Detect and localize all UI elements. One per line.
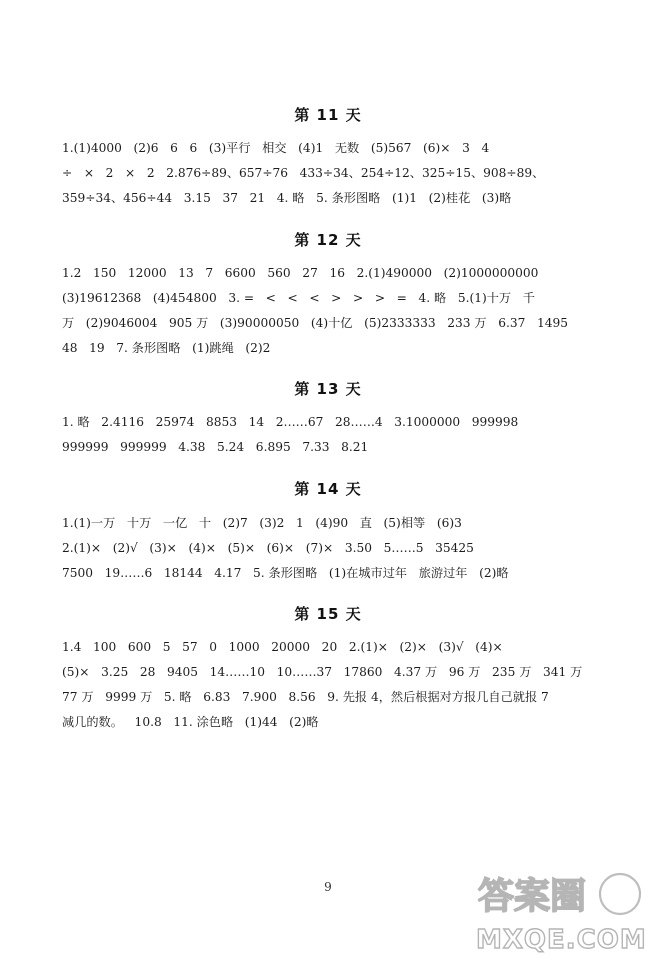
watermark-bottom-text: MXQE.COM (476, 925, 647, 955)
answer-line: 1.4 100 600 5 57 0 1000 20000 20 2.(1)× (2)× (3)√ (4)× (62, 640, 503, 654)
answer-line: ÷ × 2 × 2 2.876÷89、657÷76 433÷34、254÷12、325÷15、908÷89、 (62, 166, 545, 180)
site-watermark-logo (474, 864, 650, 956)
section-title-day-11: 第 11 天 (294, 106, 362, 124)
answer-line: (3)19612368 (4)454800 3. = < < < > > > = 4. 略 5.(1)十万 千 (62, 291, 535, 305)
answer-line: 1.2 150 12000 13 7 6600 560 27 16 2.(1)490000 (2)1000000000 (62, 266, 539, 280)
answer-line: 1. 略 2.4116 25974 8853 14 2……67 28……4 3.1000000 999998 (62, 415, 519, 429)
answer-line: 1.(1)一万 十万 一亿 十 (2)7 (3)2 1 (4)90 直 (5)相等 (6)3 (62, 516, 462, 530)
section-title-day-14: 第 14 天 (294, 480, 362, 498)
answer-line: 万 (2)9046004 905 万 (3)90000050 (4)十亿 (5)2333333 233 万 6.37 1495 (62, 316, 568, 330)
section-title-day-13: 第 13 天 (294, 380, 362, 398)
section-title-day-12: 第 12 天 (294, 231, 362, 249)
answer-line: 减几的数。 10.8 11. 涂色略 (1)44 (2)略 (62, 715, 319, 729)
answer-line: 7500 19……6 18144 4.17 5. 条形图略 (1)在城市过年 旅游过年 (2)略 (62, 566, 509, 580)
answer-line: 1.(1)4000 (2)6 6 6 (3)平行 相交 (4)1 无数 (5)567 (6)× 3 4 (62, 141, 490, 155)
watermark-top-text: 答案圈 (478, 876, 587, 917)
answer-line: (5)× 3.25 28 9405 14……10 10……37 17860 4.37 万 96 万 235 万 341 万 (62, 665, 583, 679)
answer-line: 2.(1)× (2)√ (3)× (4)× (5)× (6)× (7)× 3.50 5……5 35425 (62, 541, 474, 555)
section-title-day-15: 第 15 天 (294, 605, 362, 623)
answer-line: 77 万 9999 万 5. 略 6.83 7.900 8.56 9. 先报 4，然后根据对方报几自己就报 7 (62, 690, 549, 704)
answer-line: 359÷34、456÷44 3.15 37 21 4. 略 5. 条形图略 (1)1 (2)桂花 (3)略 (62, 191, 512, 205)
page-number: 9 (324, 880, 332, 894)
answer-line: 48 19 7. 条形图略 (1)跳绳 (2)2 (62, 341, 271, 355)
answer-line: 999999 999999 4.38 5.24 6.895 7.33 8.21 (62, 440, 369, 454)
